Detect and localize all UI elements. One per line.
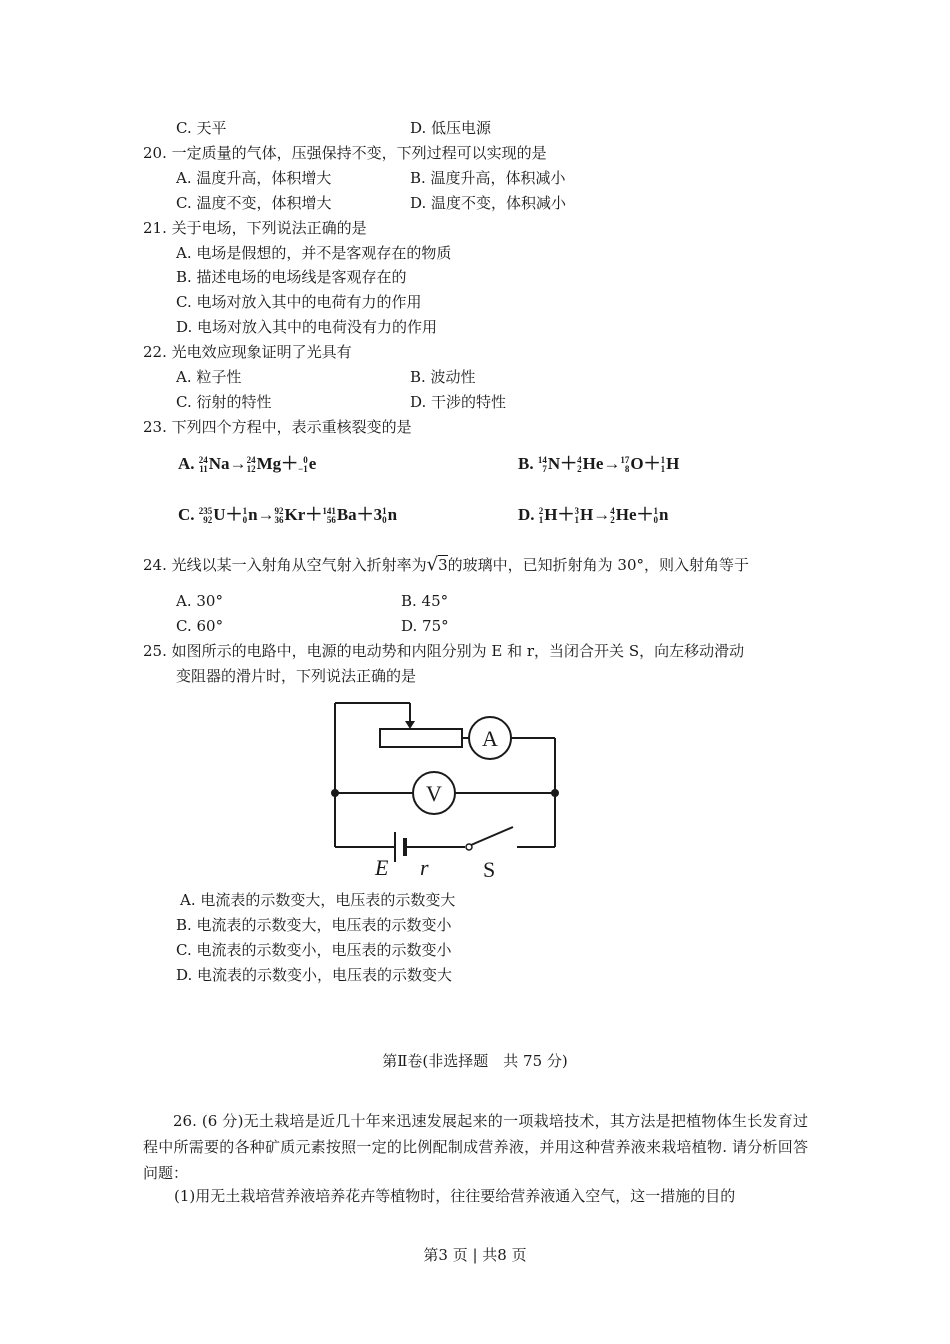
q24-option-b: B. 45° (401, 592, 449, 610)
q26-intro: 26. (6 分)无土栽培是近几十年来迅速发展起来的一项栽培技术，其方法是把植物体生长发育过程中所需要的各种矿质元素按照一定的比例配制成营养液，并用这种营养液来栽培植物. 请分析回答问题： (143, 1112, 808, 1182)
q25-option-b: B. 电流表的示数变大，电压表的示数变小 (176, 916, 452, 934)
rheostat (380, 729, 462, 747)
q23-stem: 23. 下列四个方程中，表示重核裂变的是 (143, 418, 412, 436)
q19-option-d: D. 低压电源 (410, 119, 492, 137)
q26-paragraph (143, 1108, 808, 1186)
switch-label: S (483, 857, 496, 882)
q20-option-a: A. 温度升高，体积增大 (176, 169, 332, 187)
switch-blade (471, 827, 513, 845)
q20-option-c: C. 温度不变，体积增大 (176, 194, 332, 212)
q24-sqrt-number: 3 (438, 556, 448, 574)
q21-option-a: A. 电场是假想的，并不是客观存在的物质 (176, 244, 452, 262)
q25-option-d: D. 电流表的示数变小，电压表的示数变大 (176, 966, 453, 984)
q23-equation-a: A. 24 11 Na→ 24 12 Mg＋ 0 −1 e (178, 454, 317, 475)
q24-option-a: A. 30° (176, 592, 223, 610)
q22-option-a: A. 粒子性 (176, 368, 242, 386)
q21-stem: 21. 关于电场，下列说法正确的是 (143, 219, 367, 237)
q25-stem-line2: 变阻器的滑片时，下列说法正确的是 (176, 667, 417, 685)
section-heading: 第Ⅱ卷(非选择题 共 75 分) (382, 1052, 568, 1070)
q24-stem-part2: 的玻璃中，已知折射角为 30°，则入射角等于 (447, 556, 750, 574)
q21-option-b: B. 描述电场的电场线是客观存在的 (176, 268, 407, 286)
q20-stem: 20. 一定质量的气体，压强保持不变，下列过程可以实现的是 (143, 144, 547, 162)
q25-option-c: C. 电流表的示数变小，电压表的示数变小 (176, 941, 452, 959)
q24-stem (143, 555, 749, 575)
q22-option-c: C. 衍射的特性 (176, 393, 272, 411)
q19-option-c: C. 天平 (176, 119, 227, 137)
junction-left (331, 789, 339, 797)
voltmeter-label: V (426, 781, 442, 806)
emf-label: E (375, 855, 389, 880)
q23-equation-c: C. 235 92 U＋ 1 0 n→ 92 36 Kr＋ 141 56 Ba＋3 1 0 n (178, 505, 398, 526)
circuit-diagram (315, 695, 575, 885)
q20-option-b: B. 温度升高，体积减小 (410, 169, 566, 187)
q23-equation-b: B. 14 7 N＋ 4 2 He→ 17 8 O＋ 1 1 H (518, 454, 680, 475)
q21-option-c: C. 电场对放入其中的电荷有力的作用 (176, 293, 422, 311)
q20-option-d: D. 温度不变，体积减小 (410, 194, 567, 212)
q24-stem-part1: 24. 光线以某一入射角从空气射入折射率为 (143, 556, 427, 574)
q26-subquestion-1: (1)用无土栽培营养液培养花卉等植物时，往往要给营养液通入空气，这一措施的目的 (174, 1187, 736, 1205)
q22-option-b: B. 波动性 (410, 368, 476, 386)
q24-option-d: D. 75° (401, 617, 449, 635)
page-footer: 第3 页 | 共8 页 (423, 1246, 527, 1264)
q24-option-c: C. 60° (176, 617, 224, 635)
sqrt-symbol: √ (426, 554, 439, 575)
q21-option-d: D. 电场对放入其中的电荷没有力的作用 (176, 318, 438, 336)
ammeter-label: A (482, 726, 498, 751)
q25-stem-line1: 25. 如图所示的电路中，电源的电动势和内阻分别为 E 和 r，当闭合开关 S，向左移动滑动 (143, 642, 745, 660)
internal-resistance-label: r (420, 855, 429, 880)
q22-stem: 22. 光电效应现象证明了光具有 (143, 343, 352, 361)
junction-right (551, 789, 559, 797)
slider-arrow (405, 721, 415, 729)
q22-option-d: D. 干涉的特性 (410, 393, 507, 411)
q23-equation-d: D. 2 1 H＋ 3 1 H→ 4 2 He＋ 1 0 n (518, 505, 669, 526)
q25-option-a: A. 电流表的示数变大，电压表的示数变大 (180, 891, 456, 909)
